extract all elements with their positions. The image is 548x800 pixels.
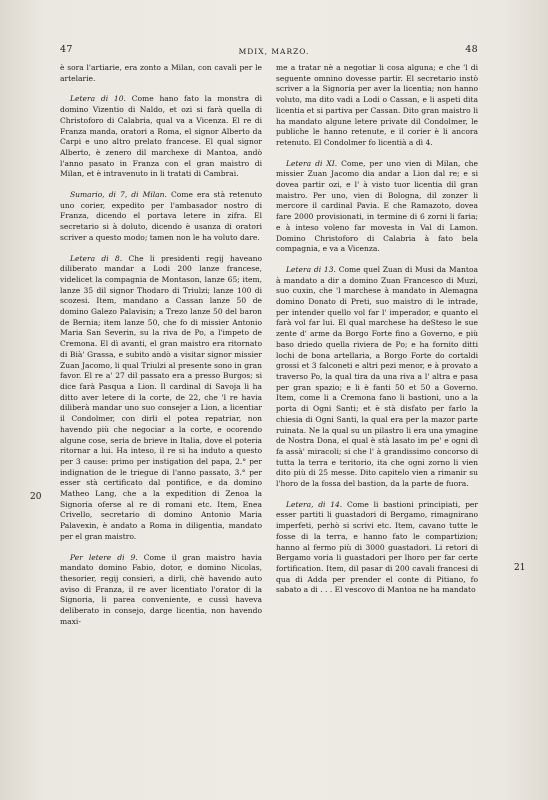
paragraph-text: Come hano fato la monstra di domino Vizentio di Naldo, et ozi si farà quella di Christoforo di Calabria, qual va a Vicenza. El re di Franza manda, oratori a Roma, el signor Alberto da Carpi e uno altro prelato francese. El qual signor Alberto, è zenero dil marchexe di Mantoa, andò l'anno pasato in Franza con el gran maistro di Milan, et è intravenuto in li tratati di Cambrai. — [60, 94, 262, 179]
paragraph — [276, 500, 478, 596]
paragraph — [276, 159, 478, 255]
paragraph — [276, 265, 478, 490]
letter-heading: Letera di 13. — [286, 264, 336, 274]
paragraph-text: Che li presidenti regij haveano diliberato mandar a Lodi 200 lanze francese, videlicet la compagnia de Montason, lanze 65; item, lanze 35 dil signor Thodaro di Triulzi; lanze 100 di scozesi. Item, mandano a Cassan lanze 50 de domino Galezo Palavisin; a Trezo lanze 50 del baron de Bernia; item lanze 50, che fo di missier Antonio Maria San Severin, su la riva de Po, a l'impeto de Cremona. El dì avanti, el gran maistro era ritornato di Bià' Grassa, e subito andò a visitar signor missier Zuan Jacomo, li qual Triulzi al presente sono in gran favor. El re a' 27 dil passato era a presso Burgos; si dice farà Pasqua a Lion. Il cardinal di Savoja li ha ditto aver letere di la corte, de 22, che 'l re havia diliberà mandar uno suo consejer a Lion, a licentiar il Condolmer, con dirli el potea repatriar, non havendo più che negociar a la corte, e ocorendo algune cose, seria de brieve in Italia, dove el poteria ritornar a lui. Ha inteso, il re si ha induto a questo per 3 cause: primo per instigation del papa, 2.° per indignation de le triegue di l'anno passato, 3.° per esser stà certificato dal pontifice, e da domino Matheo Lang, che a la expedition di Zenoa la Signoria oferse al re di romani etc. Item, Enea Crivello, secretario di domino Antonio Maria Palavexin, è andato a Roma in diligentia, mandato per el gran maistro. — [60, 253, 263, 541]
paragraph — [60, 63, 262, 84]
paragraph-text: Come era stà retenuto uno corier, expedito per l'ambasador nostro di Franza, dicendo el portava letere in zifra. El secretario si à doluto, dicendo è usanza di oratori scriver a questo modo; tamen non le ha voluto dare. — [60, 190, 263, 242]
paragraph — [60, 190, 262, 244]
paragraph-text: Come, per uno vien di Milan, che missier Zuan Jacomo dia andar a Lion dal re; e si dovea partir ozi, e l' à visto tuor licentia dil gran maistro. Per uno, vien di Bologna, dil zonzer li mercore il cardinal Pavia. E che Ramazoto, dovea fare 2000 provisionati, in termine di 6 zorni li faria; e à inteso voleno far movesta in Val di Lamon. Domino Christoforo di Calabria à fato bela compagnia, e va a Vicenza. — [276, 158, 478, 254]
letter-heading: Letera di 8. — [70, 253, 123, 263]
margin-number-left: 20 — [30, 492, 42, 502]
paragraph — [276, 63, 478, 149]
paragraph-text: Come il gran maistro havia mandato domino Fabio, dotor, e domino Nicolas, thesorier, regij consieri, a dirli, chè havendo auto aviso di Franza, il re aver licentiato l'orator di la Signoria, li parea conveniente, e cussì haveva deliberato in consejo, darge licentia, non havendo maxi- — [60, 552, 262, 626]
letter-heading: Letera di XI. — [286, 158, 338, 168]
paragraph — [60, 94, 262, 180]
page-number-right: 48 — [465, 44, 478, 55]
margin-number-right: 21 — [514, 563, 526, 573]
page-number-left: 47 — [60, 44, 73, 55]
left-text-column — [60, 63, 262, 633]
right-text-column — [276, 63, 478, 602]
running-title: MDIX, MARZO. — [238, 47, 310, 56]
letter-heading: Letera, di 14. — [286, 499, 343, 509]
paragraph-text: è sora l'artiarie, era zonto a Milan, con cavali per le artelarie. — [60, 63, 262, 83]
paragraph-text: Come li bastioni principiati, per esser partiti li guastadori di Bergamo, rimagnirano imperfeti, perhò si scrivi etc. Item, cavano tutte le fosse di la terra, e hanno fato le compartizion; hanno al fermo più di 3000 guastadori. Li retori di Bergamo voria li guastadori per lhoro per far certe fortification. Item, dil pasar di 200 cavali francesi di qua di Adda per prender el conte di Pitiano, fo sabato a di . . . El vescovo di Mantoa ne ha mandato — [276, 499, 479, 595]
letter-heading: Sumario, di 7, di Milan. — [70, 190, 167, 200]
paragraph — [60, 553, 262, 628]
letter-heading: Per letere di 9. — [70, 552, 138, 562]
paragraph-text: Come quel Zuan di Musi da Mantoa à mandato a dir a domino Zuan Francesco di Muzi, suo cuxin, che 'l marchese à mandato in Alemagna domino Donato di Preti, suo maistro di le intrade, per intender quello vol far l' imperador, e quanto el farà vol far lui. El qual marchese ha deSteso le sue zente d' arme da Borgo Forte fino a Governo, e più baso driedo quella riviera de Po; e ha fornito ditti lochi de bona artellaria, a Borgo Forte do cortaldi grossi et 3 falconeti e altri pezi menor, e à provato a traverso Po, la qual tira da una riva a l' altra e pasa per gran spazio; e li è fanti 50 et 50 a Governo. Item, come li a Cremona fano li bastioni, uno a la porta di Ogni Santi; et è stà disfato per farlo la chiesia di Ogni Santi, la qual era per la mazor parte ruinata. Ne la qual su un pilastro li era una ymagine de Nostra Dona, el qual è stà lasato im pe' e ogni dì fa assà' miracoli; si che l' à grandissimo concorso di tutta la terra e teritorio, ita che ogni zorno li vien dito più di 25 messe. Dito capitelo vien a rimanir su l'horo de la fossa del bastion, da la parte de fuora. — [276, 264, 478, 489]
letter-heading: Letera di 10. — [70, 94, 126, 104]
paragraph-text: me a tratar nè a negotiar li cosa alguna; e che 'l di seguente omnino dovesse partir. El secretario instò scriver a la Signoria per aver la licentia; non hanno voluto, ma dito vadi a Lodi o Cassan, e li aspeti dita licentia et si partiva per Cassan. Dito gran maistro li ha mandato algune letere private dil Condolmer, le publiche le hanno retenute, e il corier è li ancora retenuto. El Condolmer fo licentià a dì 4. — [276, 63, 478, 147]
paragraph — [60, 254, 262, 543]
